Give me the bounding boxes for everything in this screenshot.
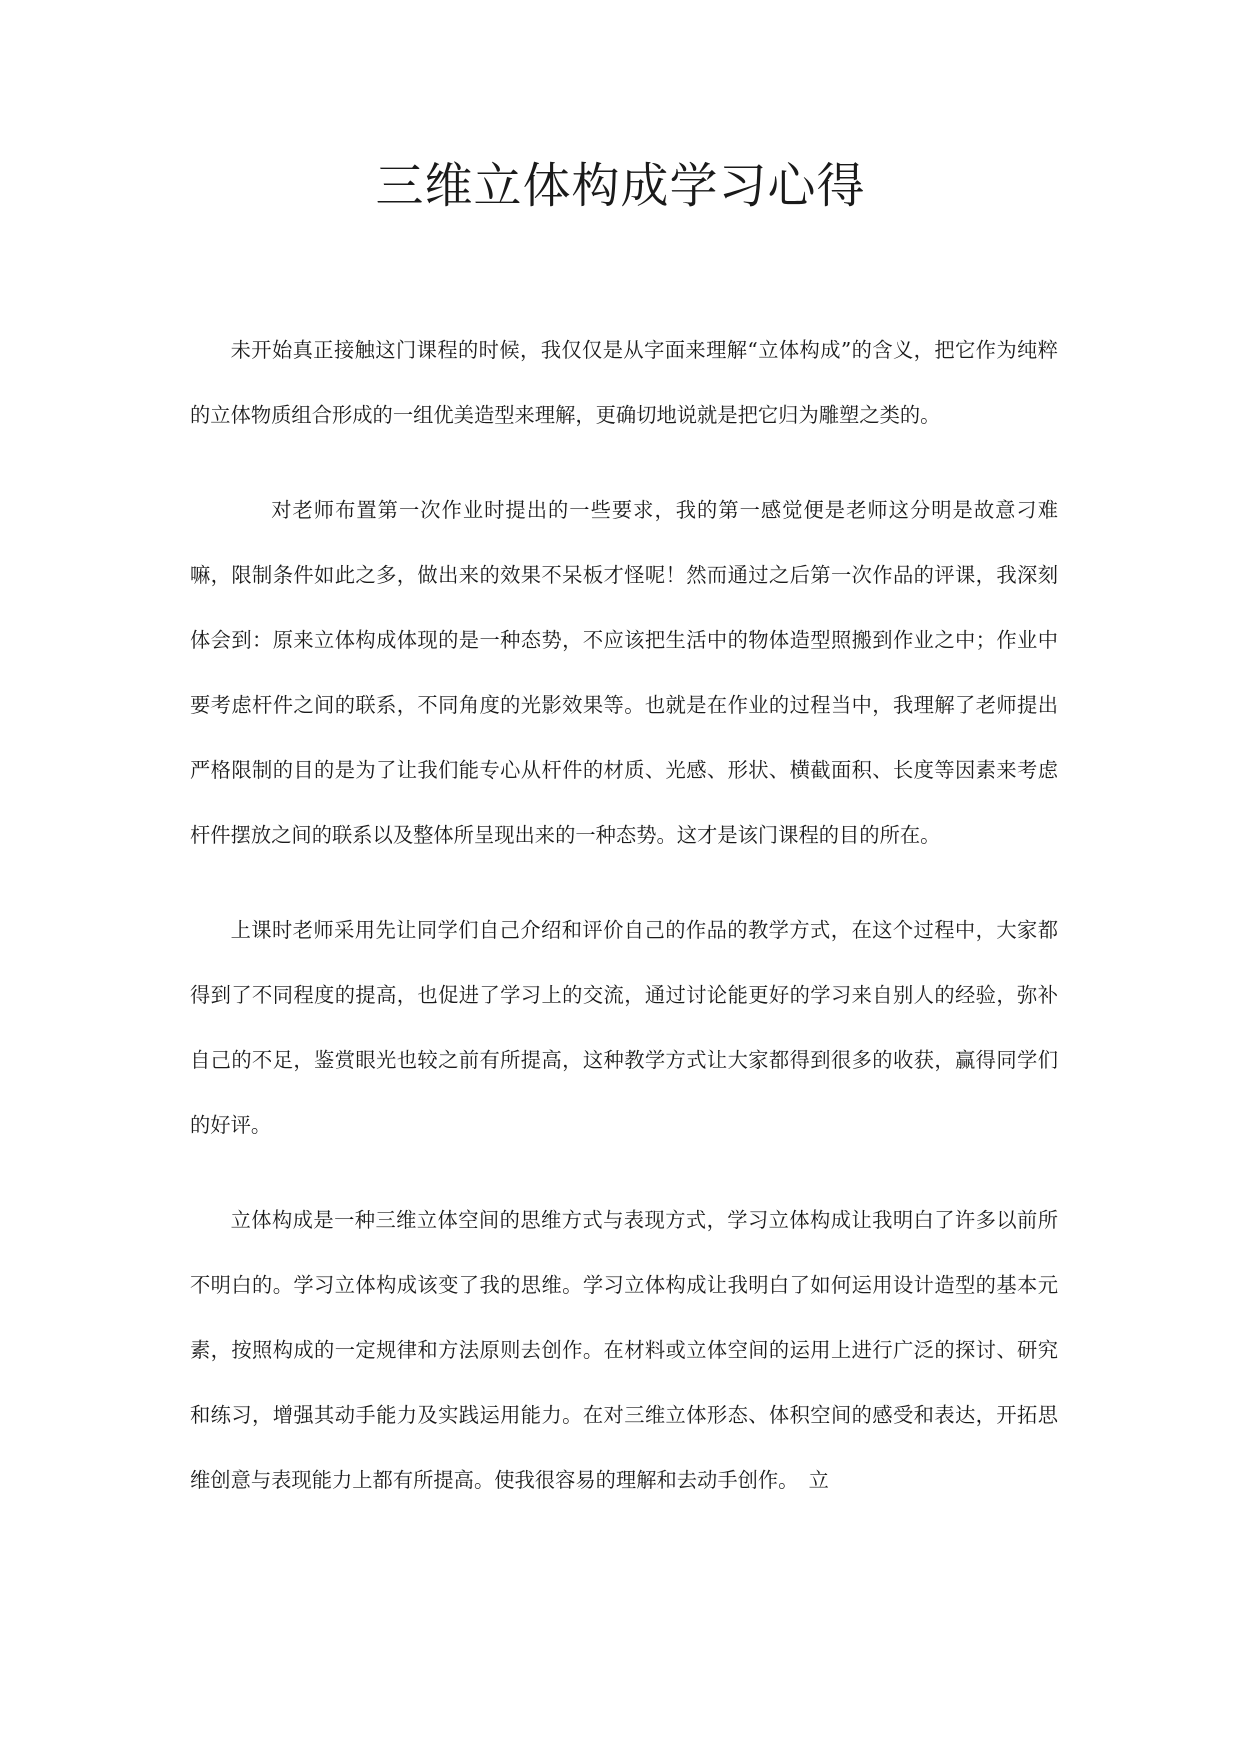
document-body	[190, 318, 1058, 1513]
document-title: 三维立体构成学习心得	[375, 158, 866, 214]
paragraph-1: 未开始真正接触这门课程的时候，我仅仅是从字面来理解“立体构成”的含义，把它作为纯粹的立体物质组合形成的一组优美造型来理解，更确切地说就是把它归为雕塑之类的。	[190, 338, 1058, 427]
paragraph-4: 立体构成是一种三维立体空间的思维方式与表现方式，学习立体构成让我明白了许多以前所不明白的。学习立体构成该变了我的思维。学习立体构成让我明白了如何运用设计造型的基本元素，按照构成的一定规律和方法原则去创作。在材料或立体空间的运用上进行广泛的探讨、研究和练习，增强其动手能力及实践运用能力。在对三维立体形态、体积空间的感受和表达，开拓思维创意与表现能力上都有所提高。使我很容易的理解和去动手创作。 立	[190, 1208, 1058, 1492]
paragraph-3: 上课时老师采用先让同学们自己介绍和评价自己的作品的教学方式，在这个过程中，大家都得到了不同程度的提高，也促进了学习上的交流，通过讨论能更好的学习来自别人的经验，弥补自己的不足，鉴赏眼光也较之前有所提高，这种教学方式让大家都得到很多的收获，赢得同学们的好评。	[190, 918, 1058, 1137]
paragraph-2: 对老师布置第一次作业时提出的一些要求，我的第一感觉便是老师这分明是故意刁难嘛，限制条件如此之多，做出来的效果不呆板才怪呢！然而通过之后第一次作品的评课，我深刻体会到：原来立体构成体现的是一种态势，不应该把生活中的物体造型照搬到作业之中；作业中要考虑杆件之间的联系，不同角度的光影效果等。也就是在作业的过程当中，我理解了老师提出严格限制的目的是为了让我们能专心从杆件的材质、光感、形状、横截面积、长度等因素来考虑杆件摆放之间的联系以及整体所呈现出来的一种态势。这才是该门课程的目的所在。	[190, 498, 1058, 847]
